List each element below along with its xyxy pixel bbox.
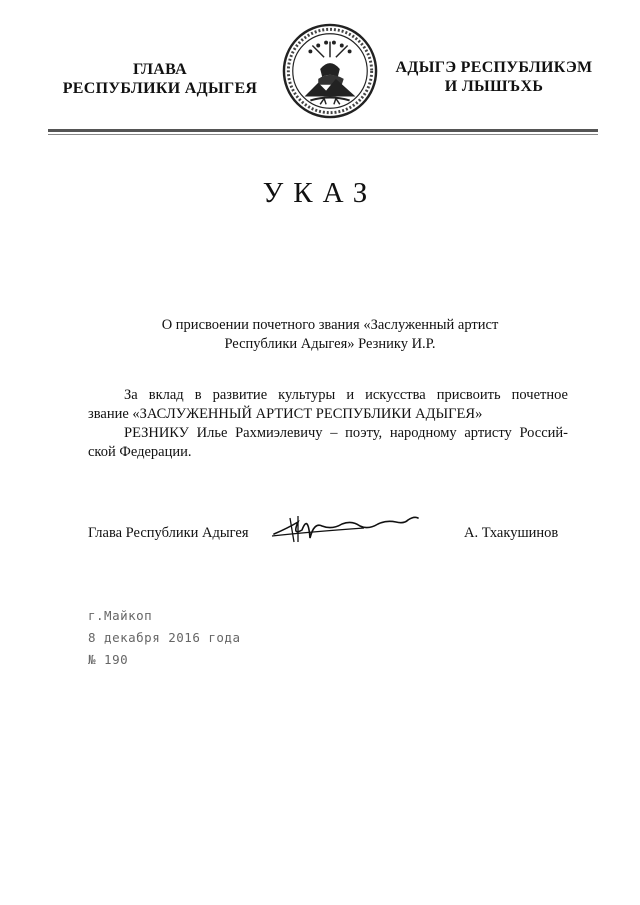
subject-line-1: О присвоении почетного звания «Заслуженный артист bbox=[161, 317, 499, 333]
header-divider-thick bbox=[48, 129, 598, 132]
body-line-4: ской Федерации. bbox=[88, 444, 192, 460]
body-line-1: За вклад в развитие культуры и искусства присвоить почетное bbox=[124, 387, 568, 403]
header-left-line2: РЕСПУБЛИКИ АДЫГЕЯ bbox=[62, 80, 258, 97]
stamp-number: № 190 bbox=[88, 652, 129, 667]
signatory-position: Глава Республики Адыгея bbox=[88, 525, 249, 541]
stamp-date: 8 декабря 2016 года bbox=[88, 630, 241, 645]
document-title: УКАЗ bbox=[262, 177, 378, 209]
header-right-line2: И ЛЫШЪХЬ bbox=[444, 78, 544, 95]
header-right bbox=[388, 58, 600, 96]
coat-of-arms-of-adygea-icon bbox=[281, 22, 379, 120]
document-body bbox=[88, 386, 568, 462]
header-left bbox=[40, 60, 280, 98]
stamp-city: г.Майкоп bbox=[88, 608, 153, 623]
handwritten-signature bbox=[268, 508, 428, 544]
subject-line-2: Республики Адыгея» Резнику И.Р. bbox=[224, 336, 436, 352]
header-right-line1: АДЫГЭ РЕСПУБЛИКЭМ bbox=[395, 59, 593, 76]
signatory-name: А. Тхакушинов bbox=[464, 525, 559, 541]
document-subject bbox=[130, 316, 530, 354]
body-line-3: РЕЗНИКУ Илье Рахмиэлевичу – поэту, народному артисту Россий- bbox=[124, 425, 568, 441]
body-line-2: звание «ЗАСЛУЖЕННЫЙ АРТИСТ РЕСПУБЛИКИ АДЫГЕЯ» bbox=[88, 406, 483, 422]
header-left-line1: ГЛАВА bbox=[133, 61, 187, 78]
header-divider-thin bbox=[48, 134, 598, 135]
